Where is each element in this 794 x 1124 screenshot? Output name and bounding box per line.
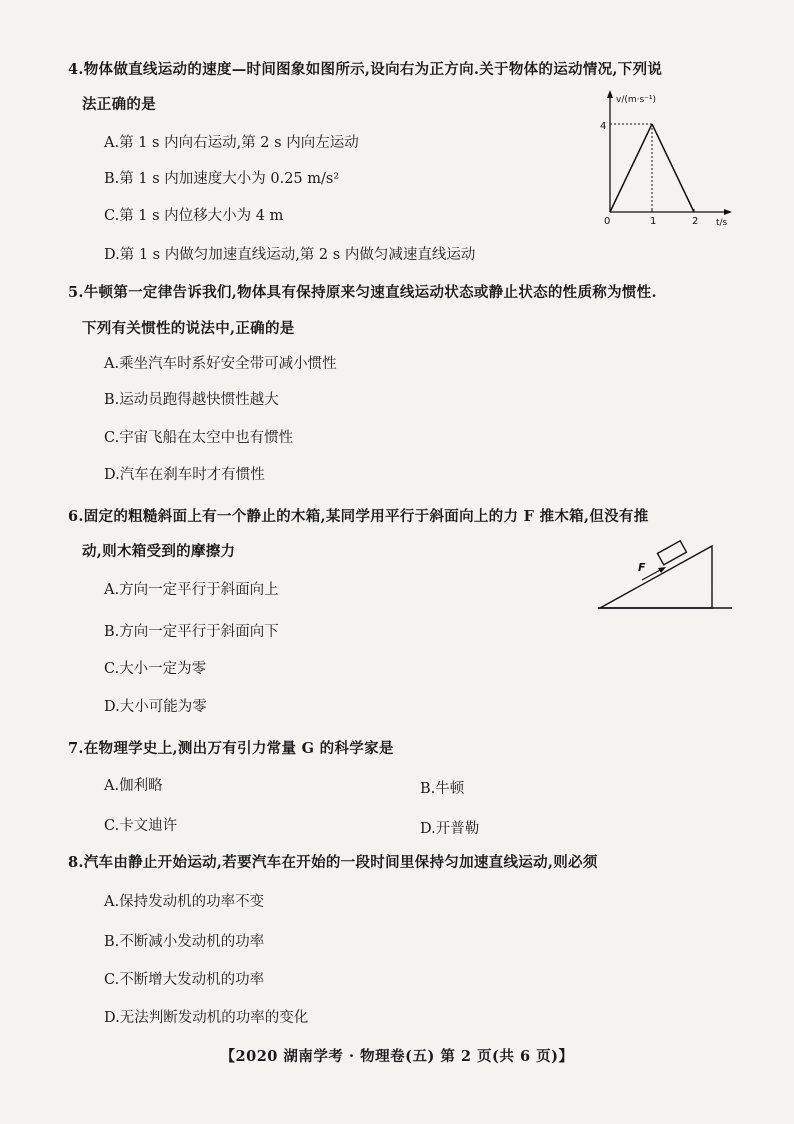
q4-option-c (104, 204, 283, 225)
q5-stem-line1: 5.牛顿第一定律告诉我们,物体具有保持原来匀速直线运动状态或静止状态的性质称为惯性. (68, 284, 657, 301)
option-text: 伽利略 (119, 778, 163, 794)
page-footer: 【2020 湖南学考 · 物理卷(五) 第 2 页(共 6 页)】 (220, 1048, 574, 1065)
q6-option-b (104, 620, 279, 641)
q8-option-b (104, 930, 264, 951)
option-key: B. (104, 171, 120, 187)
option-text: 方向一定平行于斜面向上 (119, 582, 279, 598)
option-text: 不断增大发动机的功率 (119, 972, 265, 988)
option-key: A. (104, 135, 120, 151)
q4-stem-line2: 法正确的是 (82, 96, 156, 113)
velocity-line-segment-2 (652, 124, 694, 212)
option-text: 宇宙飞船在太空中也有惯性 (119, 430, 294, 446)
q5-option-a (104, 352, 337, 373)
q7-stem-line1: 7.在物理学史上,测出万有引力常量 G 的科学家是 (68, 740, 394, 757)
option-key: A. (104, 778, 120, 794)
option-text: 无法判断发动机的功率的变化 (119, 1010, 309, 1026)
velocity-line-segment-1 (610, 124, 652, 212)
option-key: C. (104, 661, 120, 677)
option-key: C. (104, 430, 120, 446)
x-axis-arrow (724, 209, 732, 215)
vt-graph (590, 88, 740, 228)
option-key: A. (104, 894, 120, 910)
q5-stem-line2: 下列有关惯性的说法中,正确的是 (82, 320, 295, 337)
option-text: 牛顿 (435, 781, 465, 797)
y-tick-label-4: 4 (600, 121, 607, 132)
q6-stem-line1: 6.固定的粗糙斜面上有一个静止的木箱,某同学用平行于斜面向上的力 F 推木箱,但没有推 (68, 508, 649, 525)
option-text: 保持发动机的功率不变 (119, 894, 265, 910)
option-key: D. (104, 1010, 120, 1026)
option-key: A. (104, 582, 120, 598)
q7-option-d (420, 817, 479, 838)
option-text: 第 1 s 内加速度大小为 0.25 m/s² (119, 171, 340, 187)
option-key: C. (104, 208, 120, 224)
q4-option-d (104, 243, 475, 264)
option-key: B. (420, 781, 436, 797)
option-key: B. (104, 392, 120, 408)
q4-option-a (104, 131, 359, 152)
q8-option-a (104, 890, 264, 911)
option-text: 大小一定为零 (119, 661, 207, 677)
option-text: 第 1 s 内位移大小为 4 m (119, 208, 284, 224)
q4-option-b (104, 167, 339, 188)
q7-option-a (104, 774, 163, 795)
option-text: 大小可能为零 (119, 699, 207, 715)
q8-option-c (104, 968, 264, 989)
q5-option-b (104, 388, 279, 409)
option-key: D. (104, 247, 120, 263)
option-text: 不断减小发动机的功率 (119, 934, 265, 950)
option-text: 方向一定平行于斜面向下 (119, 624, 279, 640)
option-text: 开普勒 (435, 821, 480, 837)
origin-label: 0 (604, 216, 611, 227)
x-tick-label-1: 1 (650, 216, 657, 227)
option-text: 乘坐汽车时系好安全带可减小惯性 (119, 356, 337, 372)
y-axis-label: v/(m·s⁻¹) (616, 95, 657, 105)
force-label: F (638, 561, 646, 574)
option-text: 运动员跑得越快惯性越大 (119, 392, 279, 408)
q6-option-d (104, 695, 207, 716)
option-key: D. (104, 467, 120, 483)
q5-option-c (104, 426, 293, 447)
option-key: D. (104, 699, 120, 715)
wooden-box (657, 541, 686, 565)
q5-option-d (104, 463, 265, 484)
option-key: C. (104, 818, 120, 834)
incline-wedge (600, 546, 712, 608)
q6-option-a (104, 578, 279, 599)
option-key: B. (104, 934, 120, 950)
option-text: 卡文迪许 (119, 818, 178, 834)
option-text: 汽车在刹车时才有惯性 (119, 467, 265, 483)
q7-option-c (104, 814, 177, 835)
incline-figure (596, 536, 736, 616)
option-text: 第 1 s 内做匀加速直线运动,第 2 s 内做匀减速直线运动 (119, 247, 476, 263)
option-key: A. (104, 356, 120, 372)
y-axis-arrow (607, 90, 613, 98)
q7-option-b (420, 777, 464, 798)
option-key: B. (104, 624, 120, 640)
q6-option-c (104, 657, 206, 678)
x-axis-label: t/s (716, 218, 728, 228)
q8-stem-line1: 8.汽车由静止开始运动,若要汽车在开始的一段时间里保持匀加速直线运动,则必须 (68, 854, 598, 871)
q6-stem-line2: 动,则木箱受到的摩擦力 (82, 543, 236, 560)
option-key: C. (104, 972, 120, 988)
x-tick-label-2: 2 (692, 216, 699, 227)
q8-option-d (104, 1006, 308, 1027)
option-text: 第 1 s 内向右运动,第 2 s 内向左运动 (119, 135, 359, 151)
option-key: D. (420, 821, 436, 837)
q4-stem-line1: 4.物体做直线运动的速度—时间图象如图所示,设向右为正方向.关于物体的运动情况,下列说 (68, 61, 663, 78)
